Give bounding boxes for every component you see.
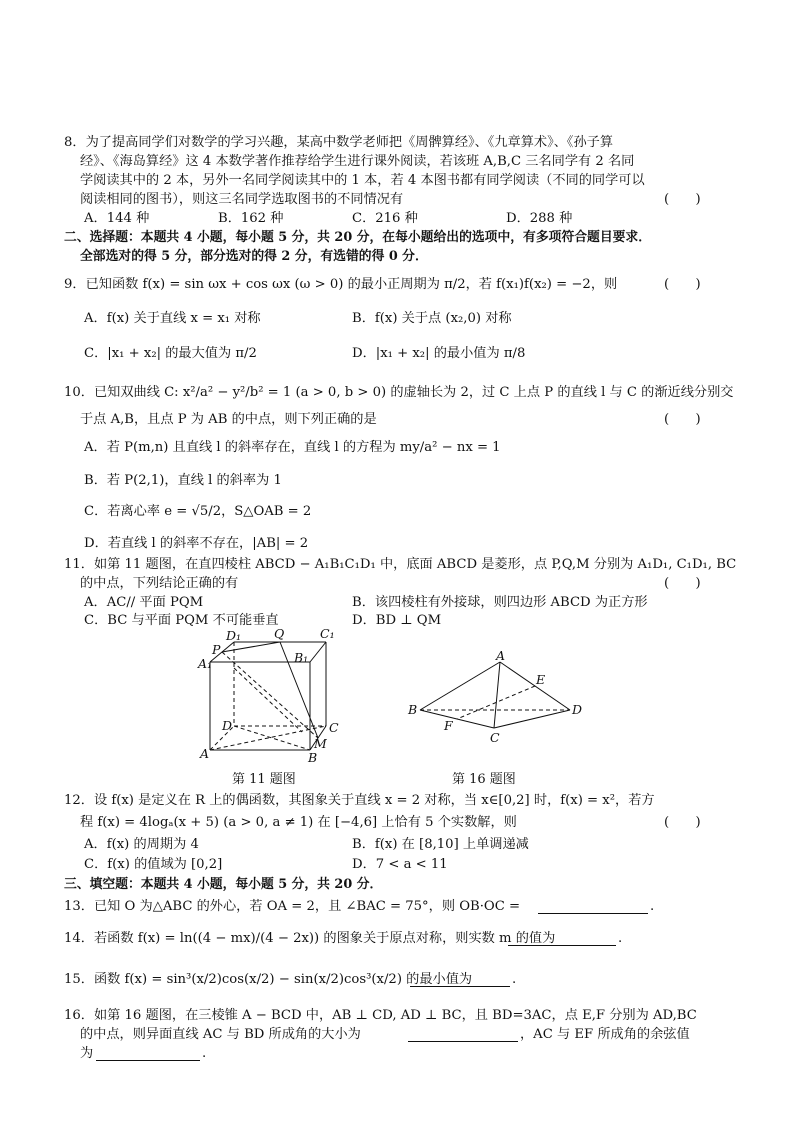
q13-period: . bbox=[650, 899, 655, 914]
q16-answer-blank-1[interactable] bbox=[408, 1041, 518, 1042]
q8-line4: 阅读相同的图书），则这三名同学选取图书的不同情况有 bbox=[80, 192, 404, 207]
fig16-label-d: D bbox=[572, 702, 583, 717]
q8-answer-paren: ( ) bbox=[664, 192, 701, 207]
q8-option-b: B．162 种 bbox=[218, 211, 284, 226]
q9-stem: 9．已知函数 f(x) = sin ωx + cos ωx (ω > 0) 的最小正周期为 π/2，若 f(x₁)f(x₂) = −2，则 bbox=[64, 277, 618, 292]
fig11-label-b: B bbox=[308, 750, 318, 765]
q10-answer-paren: ( ) bbox=[664, 412, 701, 427]
q11-option-a: A．AC// 平面 PQM bbox=[84, 595, 204, 610]
q9-option-c: C．|x₁ + x₂| 的最大值为 π/2 bbox=[84, 346, 257, 361]
section3-heading: 三、填空题：本题共 4 小题，每小题 5 分，共 20 分． bbox=[64, 877, 383, 892]
q16-line3: 为 bbox=[80, 1046, 94, 1061]
q13-answer-blank[interactable] bbox=[538, 913, 648, 914]
q8-line1: 8．为了提高同学们对数学的学习兴趣，某高中数学老师把《周髀算经》、《九章算术》、《孙子算 bbox=[64, 135, 614, 150]
q10-line2: 于点 A,B，且点 P 为 AB 的中点，则下列正确的是 bbox=[80, 412, 377, 427]
q8-line3: 学阅读其中的 2 本，另外一名同学阅读其中的 1 本，若 4 本图书都有同学阅读（不同的同学可以 bbox=[80, 173, 645, 188]
fig11-label-c1: C₁ bbox=[320, 626, 335, 641]
q9-answer-paren: ( ) bbox=[664, 277, 701, 292]
q12-option-d: D．7 < a < 11 bbox=[352, 857, 448, 872]
q10-option-b: B．若 P(2,1)，直线 l 的斜率为 1 bbox=[84, 473, 282, 488]
q10-line1: 10．已知双曲线 C: x²/a² − y²/b² = 1 (a > 0, b > 0) 的虚轴长为 2，过 C 上点 P 的直线 l 与 C 的渐近线分别交 bbox=[64, 385, 734, 400]
q12-line1: 12．设 f(x) 是定义在 R 上的偶函数，其图象关于直线 x = 2 对称，当 x∈[0,2] 时，f(x) = x²，若方 bbox=[64, 793, 655, 808]
q8-option-a: A．144 种 bbox=[84, 211, 150, 226]
q12-line2: 程 f(x) = 4logₐ(x + 5) (a > 0, a ≠ 1) 在 [−4,6] 上恰有 5 个实数解，则 bbox=[80, 815, 517, 830]
fig16-label-c: C bbox=[490, 730, 500, 745]
fig11-label-m: M bbox=[314, 736, 327, 751]
q8-option-d: D．288 种 bbox=[506, 211, 573, 226]
fig16-label-e: E bbox=[536, 672, 546, 687]
q12-option-c: C．f(x) 的值域为 [0,2] bbox=[84, 857, 223, 872]
q16-period: . bbox=[202, 1046, 207, 1061]
q15-period: . bbox=[512, 972, 517, 987]
q14-stem: 14．若函数 f(x) = ln((4 − mx)/(4 − 2x)) 的图象关于原点对称，则实数 m 的值为 bbox=[64, 931, 556, 946]
fig11-label-d: D bbox=[222, 718, 233, 733]
fig16-label-f: F bbox=[444, 718, 453, 733]
q11-answer-paren: ( ) bbox=[664, 576, 701, 591]
q9-option-a: A．f(x) 关于直线 x = x₁ 对称 bbox=[84, 311, 261, 326]
fig11-label-a1: A₁ bbox=[198, 656, 213, 671]
figure-11-caption: 第 11 题图 bbox=[232, 772, 296, 787]
q13-stem: 13．已知 O 为△ABC 的外心，若 OA = 2，且 ∠BAC = 75°，则 OB·OC = bbox=[64, 899, 521, 914]
fig11-label-c: C bbox=[329, 720, 339, 735]
q16-line2-part1: 的中点，则异面直线 AC 与 BD 所成角的大小为 bbox=[80, 1027, 361, 1042]
q11-option-d: D．BD ⊥ QM bbox=[352, 613, 442, 628]
figure-11-prism bbox=[190, 628, 340, 768]
q14-answer-blank[interactable] bbox=[508, 945, 616, 946]
q16-line1: 16．如第 16 题图，在三棱锥 A − BCD 中，AB ⊥ CD, AD ⊥ BC，且 BD=3AC，点 E,F 分别为 AD,BC bbox=[64, 1008, 697, 1023]
q11-option-c: C．BC 与平面 PQM 不可能垂直 bbox=[84, 613, 279, 628]
q14-period: . bbox=[618, 931, 623, 946]
q11-line2: 的中点，下列结论正确的有 bbox=[80, 576, 239, 591]
fig11-label-p: P bbox=[212, 642, 221, 657]
figure-16-caption: 第 16 题图 bbox=[452, 772, 516, 787]
fig11-label-q: Q bbox=[274, 626, 285, 641]
fig16-label-b: B bbox=[408, 702, 418, 717]
q12-answer-paren: ( ) bbox=[664, 815, 701, 830]
q10-option-d: D．若直线 l 的斜率不存在，|AB| = 2 bbox=[84, 536, 309, 551]
q12-option-a: A．f(x) 的周期为 4 bbox=[84, 837, 199, 852]
q16-line2-part2: ，AC 与 EF 所成角的余弦值 bbox=[520, 1027, 690, 1042]
fig11-label-b1: B₁ bbox=[294, 650, 309, 665]
figure-16-tetrahedron bbox=[404, 648, 594, 748]
fig11-label-a: A bbox=[200, 746, 210, 761]
q15-stem: 15．函数 f(x) = sin³(x/2)cos(x/2) − sin(x/2)cos³(x/2) 的最小值为 bbox=[64, 972, 473, 987]
q10-option-a: A．若 P(m,n) 且直线 l 的斜率存在，直线 l 的方程为 my/a² − nx = 1 bbox=[84, 440, 501, 455]
q11-line1: 11．如第 11 题图，在直四棱柱 ABCD − A₁B₁C₁D₁ 中，底面 ABCD 是菱形，点 P,Q,M 分别为 A₁D₁, C₁D₁, BC bbox=[64, 557, 737, 572]
q8-option-c: C．216 种 bbox=[352, 211, 418, 226]
q16-answer-blank-2[interactable] bbox=[96, 1060, 200, 1061]
fig11-label-d1: D₁ bbox=[226, 628, 242, 643]
q9-option-b: B．f(x) 关于点 (x₂,0) 对称 bbox=[352, 311, 512, 326]
section2-heading-cont: 全部选对的得 5 分，部分选对的得 2 分，有选错的得 0 分． bbox=[80, 249, 428, 264]
q8-line2: 经》、《海岛算经》这 4 本数学著作推荐给学生进行课外阅读，若该班 A,B,C 三名同学有 2 名同 bbox=[80, 154, 635, 169]
q12-option-b: B．f(x) 在 [8,10] 上单调递减 bbox=[352, 837, 529, 852]
q15-answer-blank[interactable] bbox=[410, 986, 510, 987]
q11-option-b: B．该四棱柱有外接球，则四边形 ABCD 为正方形 bbox=[352, 595, 648, 610]
section2-heading: 二、选择题：本题共 4 小题，每小题 5 分，共 20 分，在每小题给出的选项中，有多项符合题目要求． bbox=[64, 230, 652, 245]
q9-option-d: D．|x₁ + x₂| 的最小值为 π/8 bbox=[352, 346, 526, 361]
q10-option-c: C．若离心率 e = √5/2，S△OAB = 2 bbox=[84, 504, 312, 519]
fig16-label-a: A bbox=[496, 648, 506, 663]
